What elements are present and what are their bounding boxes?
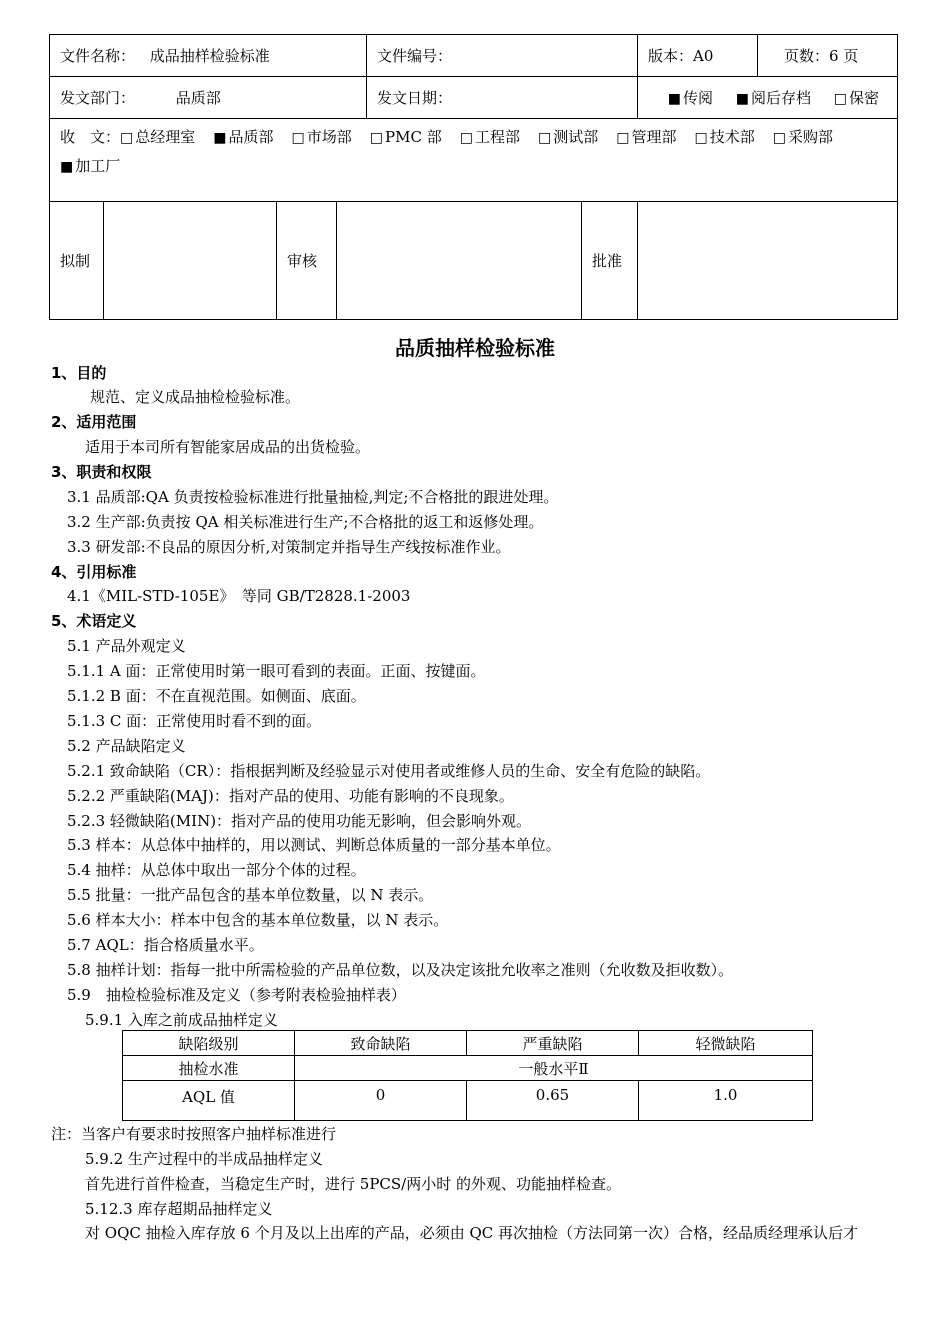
body-text-line: 3.1 品质部:QA 负责按检验标准进行批量抽检,判定;不合格批的跟进处理。 <box>67 488 559 506</box>
section-heading: 3、职责和权限 <box>51 463 152 481</box>
body-text-line: 5.5 批量：一批产品包含的基本单位数量，以 N 表示。 <box>67 886 434 904</box>
filled-checkbox-icon: ■ <box>667 91 681 107</box>
recipient-label: 总经理室 <box>135 128 196 146</box>
aql-header-cell: 缺陷级别 <box>123 1031 295 1056</box>
empty-checkbox-icon: □ <box>291 130 305 146</box>
aql-value-cell: 0.65 <box>467 1081 639 1121</box>
body-text-line: 4.1《MIL-STD-105E》 等同 GB/T2828.1-2003 <box>67 587 411 605</box>
body-text-line: 规范、定义成品抽检检验标准。 <box>90 388 301 406</box>
file-name-label: 文件名称： <box>60 47 136 65</box>
recipient-label: 品质部 <box>228 128 274 146</box>
empty-checkbox-icon: □ <box>537 130 552 146</box>
aql-level-label: 抽检水准 <box>123 1056 295 1081</box>
recipient-item <box>292 123 352 152</box>
body-text-line: 5.9.1 入库之前成品抽样定义 <box>85 1011 278 1029</box>
body-text-line: 5.9 抽检检验标准及定义（参考附表检验抽样表） <box>67 986 406 1004</box>
dept-value: 品质部 <box>175 89 221 107</box>
file-name-cell <box>50 35 367 77</box>
date-label: 发文日期： <box>377 89 453 107</box>
empty-checkbox-icon: □ <box>459 130 473 146</box>
empty-checkbox-icon: □ <box>120 130 134 146</box>
review-signature-cell <box>337 202 582 320</box>
recipient-label: 采购部 <box>787 128 833 146</box>
recipient-item <box>213 123 273 152</box>
flag-circulate <box>668 87 713 108</box>
aql-table <box>122 1030 813 1121</box>
body-text-line: 5.2 产品缺陷定义 <box>67 737 186 755</box>
version-cell <box>638 35 758 77</box>
body-text-line: 首先进行首件检查，当稳定生产时，进行 5PCS/两小时 的外观、功能抽样检查。 <box>85 1175 621 1193</box>
version-value: 版本：A0 <box>648 47 714 65</box>
approve-signature-cell <box>638 202 898 320</box>
section-heading: 2、适用范围 <box>51 413 137 431</box>
recipient-label: PMC 部 <box>385 128 442 146</box>
aql-header-cell: 严重缺陷 <box>467 1031 639 1056</box>
section-heading: 5、术语定义 <box>51 612 137 630</box>
body-text-line: 3.3 研发部:不良品的原因分析,对策制定并指导生产线按标准作业。 <box>67 538 511 556</box>
aql-header-cell: 致命缺陷 <box>295 1031 467 1056</box>
draft-signature-cell <box>104 202 277 320</box>
body-text-line: 5.1.2 B 面：不在直视范围。如侧面、底面。 <box>67 687 366 705</box>
body-text-line: 5.6 样本大小：样本中包含的基本单位数量，以 N 表示。 <box>67 911 449 929</box>
recipient-label: 工程部 <box>474 128 520 146</box>
body-text-line: 5.9.2 生产过程中的半成品抽样定义 <box>85 1150 323 1168</box>
section-heading: 4、引用标准 <box>51 563 137 581</box>
recipient-item <box>460 123 520 152</box>
body-text-line: 5.1.1 A 面：正常使用时第一眼可看到的表面。正面、按键面。 <box>67 662 486 680</box>
file-number-cell <box>367 35 638 77</box>
body-text-line: 5.1.3 C 面：正常使用时看不到的面。 <box>67 712 322 730</box>
empty-checkbox-icon: □ <box>694 130 708 146</box>
aql-value-cell: 1.0 <box>639 1081 813 1121</box>
aql-value-label: AQL 值 <box>123 1081 295 1121</box>
body-text-line: 5.2.1 致命缺陷（CR）：指根据判断及经验显示对使用者或维修人员的生命、安全有危险的缺陷。 <box>67 762 711 780</box>
body-text-line: 5.1 产品外观定义 <box>67 637 186 655</box>
draft-label-cell <box>50 202 104 320</box>
recipient-item <box>694 123 754 152</box>
file-name-value: 成品抽样检验标准 <box>149 47 270 65</box>
recipient-item <box>773 123 833 152</box>
body-text-line: 5.8 抽样计划：指每一批中所需检验的产品单位数，以及决定该批允收率之准则（允收数及拒收数）。 <box>67 961 734 979</box>
review-label: 审核 <box>287 252 318 270</box>
recipient-item <box>370 123 442 152</box>
aql-value-cell: 0 <box>295 1081 467 1121</box>
recipient-label: 技术部 <box>709 128 755 146</box>
body-text-line: 适用于本司所有智能家居成品的出货检验。 <box>85 438 371 456</box>
recipient-item <box>60 152 120 181</box>
filled-checkbox-icon: ■ <box>735 91 749 107</box>
flags-cell <box>638 77 898 119</box>
date-cell <box>367 77 638 119</box>
body-text-line: 5.2.2 严重缺陷(MAJ)：指对产品的使用、功能有影响的不良现象。 <box>67 787 514 805</box>
empty-checkbox-icon: □ <box>369 130 383 146</box>
dept-cell <box>50 77 367 119</box>
body-text-line: 注：当客户有要求时按照客户抽样标准进行 <box>51 1125 337 1143</box>
aql-header-cell: 轻微缺陷 <box>639 1031 813 1056</box>
aql-level-value: 一般水平Ⅱ <box>295 1056 813 1081</box>
section-heading: 1、目的 <box>51 364 107 382</box>
body-text-line: 对 OQC 抽检入库存放 6 个月及以上出库的产品，必须由 QC 再次抽检（方法同第一次）合格，经品质经理承认后才 <box>85 1224 859 1242</box>
body-text-line: 5.4 抽样：从总体中取出一部分个体的过程。 <box>67 861 366 879</box>
approve-label: 批准 <box>592 252 623 270</box>
filled-checkbox-icon: ■ <box>213 130 227 146</box>
body-text-line: 5.12.3 库存超期品抽样定义 <box>85 1200 273 1218</box>
approve-label-cell <box>582 202 638 320</box>
pages-value: 页数：6 页 <box>784 47 859 65</box>
recipients-cell <box>50 119 898 202</box>
pages-cell <box>758 35 898 77</box>
document-header-table <box>49 34 898 320</box>
draft-label: 拟制 <box>60 252 91 270</box>
empty-checkbox-icon: □ <box>833 91 847 107</box>
body-text-line: 5.3 样本：从总体中抽样的，用以测试、判断总体质量的一部分基本单位。 <box>67 836 561 854</box>
flag-confidential <box>834 87 879 108</box>
flag-label: 传阅 <box>682 89 713 107</box>
filled-checkbox-icon: ■ <box>60 159 74 175</box>
review-label-cell <box>277 202 337 320</box>
body-text-line: 5.2.3 轻微缺陷(MIN)：指对产品的使用功能无影响，但会影响外观。 <box>67 812 532 830</box>
recipient-label: 加工厂 <box>75 157 121 175</box>
document-title: 品质抽样检验标准 <box>395 336 555 360</box>
recipient-item <box>616 123 676 152</box>
recipients-label: 收 文： <box>60 128 121 146</box>
body-text-line: 3.2 生产部:负责按 QA 相关标准进行生产;不合格批的返工和返修处理。 <box>67 513 544 531</box>
flag-label: 保密 <box>849 89 880 107</box>
recipient-label: 市场部 <box>306 128 352 146</box>
body-text-line: 5.7 AQL：指合格质量水平。 <box>67 936 264 954</box>
flag-archive <box>736 87 811 108</box>
empty-checkbox-icon: □ <box>772 130 786 146</box>
file-number-label: 文件编号： <box>377 47 453 65</box>
recipient-item <box>538 123 598 152</box>
flag-label: 阅后存档 <box>750 89 811 107</box>
empty-checkbox-icon: □ <box>616 130 630 146</box>
dept-label: 发文部门： <box>60 89 136 107</box>
recipient-item <box>120 123 195 152</box>
recipient-label: 测试部 <box>553 128 599 146</box>
recipient-label: 管理部 <box>631 128 677 146</box>
